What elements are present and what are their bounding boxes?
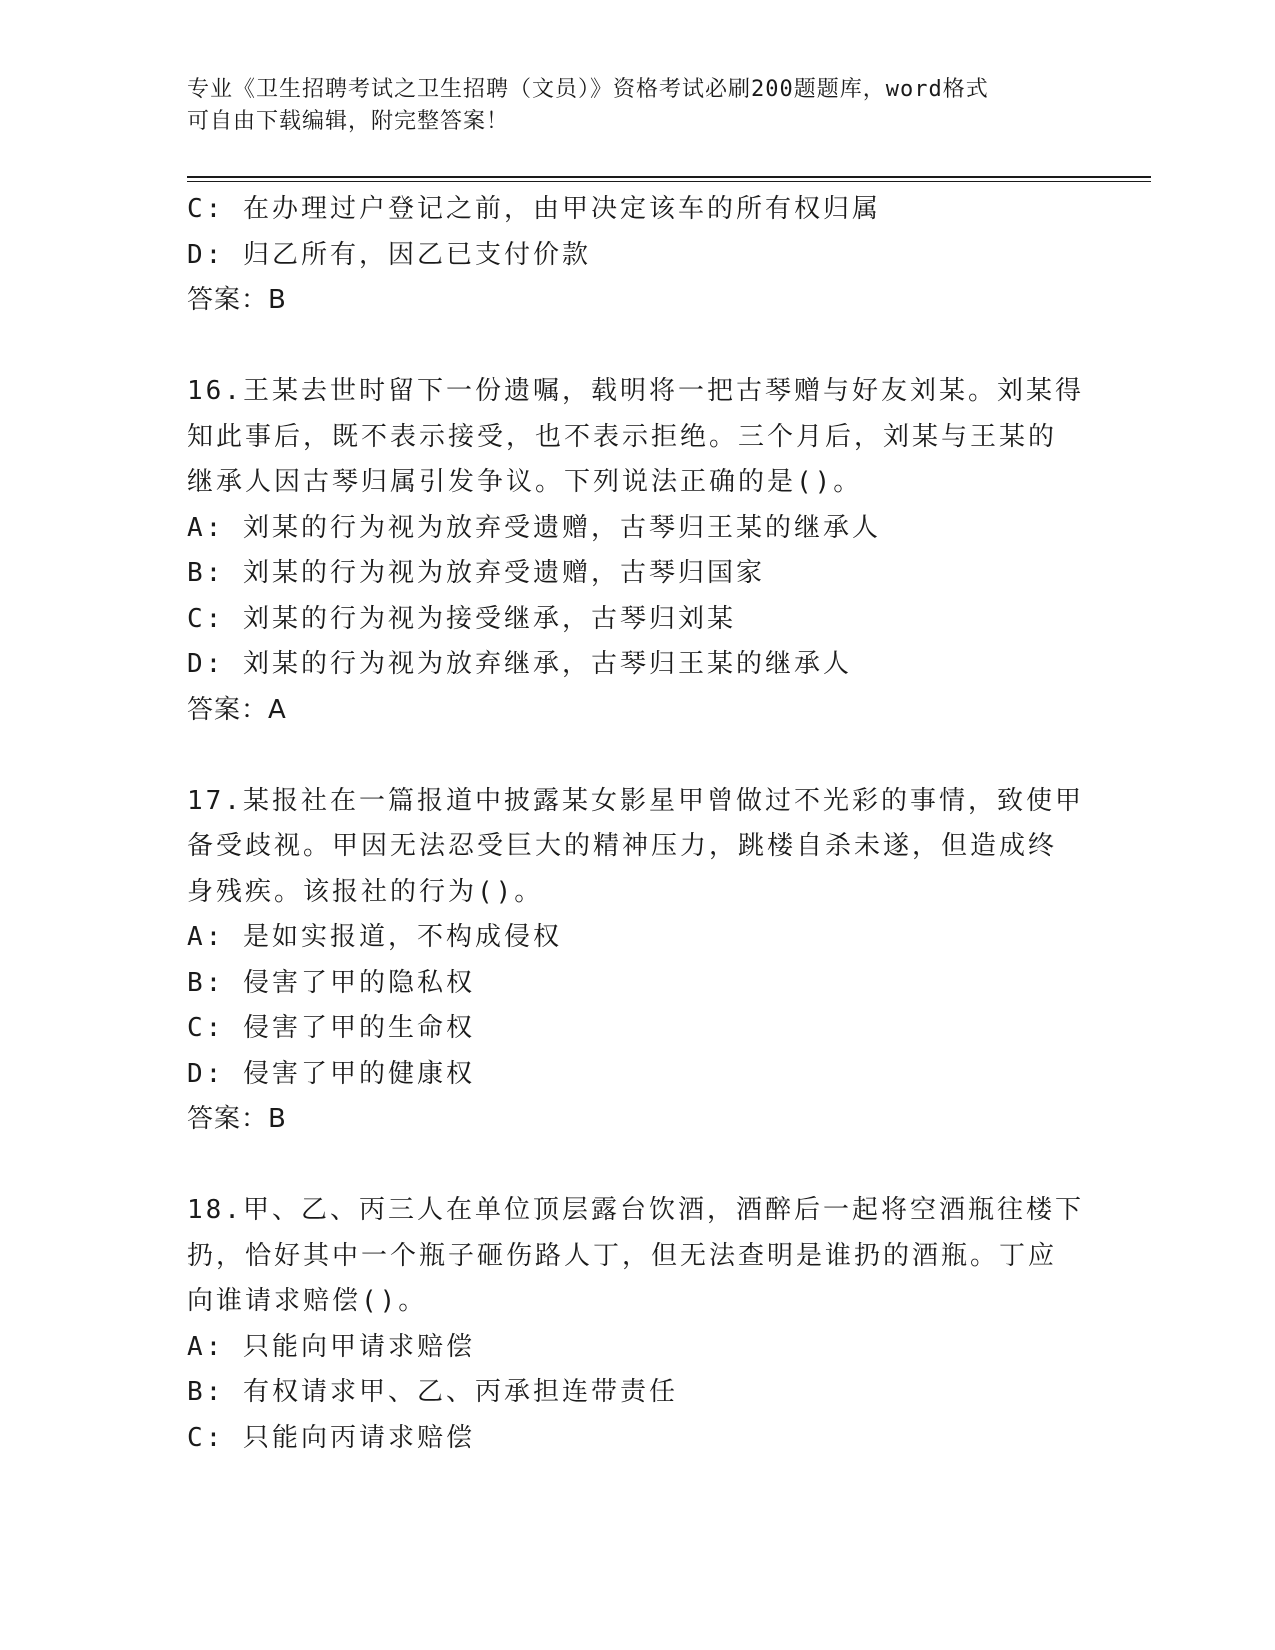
option-b: B: 有权请求甲、乙、丙承担连带责任 bbox=[187, 1377, 678, 1407]
header-title-line-1: 专业《卫生招聘考试之卫生招聘（文员）》资格考试必刷200题题库，word格式 bbox=[187, 77, 989, 102]
header-divider-thick bbox=[187, 176, 1151, 178]
answer-line: 答案：B bbox=[187, 285, 287, 315]
question-16 bbox=[187, 369, 1087, 733]
question-stem-line: 继承人因古琴归属引发争议。下列说法正确的是()。 bbox=[187, 467, 863, 497]
question-stem-line: 18.甲、乙、丙三人在单位顶层露台饮酒，酒醉后一起将空酒瓶往楼下 bbox=[187, 1195, 1084, 1225]
option-b: B: 侵害了甲的隐私权 bbox=[187, 967, 475, 998]
header-divider-thin bbox=[187, 181, 1151, 182]
document-body bbox=[187, 187, 1087, 1461]
option-a: A: 只能向甲请求赔偿 bbox=[187, 1331, 475, 1362]
option-d: D: 归乙所有，因乙已支付价款 bbox=[187, 239, 591, 270]
option-d: D: 刘某的行为视为放弃继承，古琴归王某的继承人 bbox=[187, 649, 852, 679]
question-stem-line: 备受歧视。甲因无法忍受巨大的精神压力，跳楼自杀未遂，但造成终 bbox=[187, 831, 1058, 861]
document-header bbox=[187, 74, 1067, 138]
question-stem-line: 知此事后，既不表示接受，也不表示拒绝。三个月后，刘某与王某的 bbox=[187, 421, 1058, 452]
option-c: C: 在办理过户登记之前，由甲决定该车的所有权归属 bbox=[187, 194, 881, 224]
answer-line: 答案：B bbox=[187, 1104, 287, 1134]
option-a: A: 刘某的行为视为放弃受遗赠，古琴归王某的继承人 bbox=[187, 512, 881, 543]
spacer bbox=[187, 733, 1087, 779]
option-c: C: 刘某的行为视为接受继承，古琴归刘某 bbox=[187, 603, 736, 634]
question-stem-line: 17.某报社在一篇报道中披露某女影星甲曾做过不光彩的事情，致使甲 bbox=[187, 785, 1084, 816]
option-c: C: 只能向丙请求赔偿 bbox=[187, 1422, 475, 1453]
question-18 bbox=[187, 1188, 1087, 1461]
spacer bbox=[187, 1143, 1087, 1189]
question-stem-line: 16.王某去世时留下一份遗嘱，载明将一把古琴赠与好友刘某。刘某得 bbox=[187, 376, 1084, 406]
spacer bbox=[187, 324, 1087, 370]
option-b: B: 刘某的行为视为放弃受遗赠，古琴归国家 bbox=[187, 558, 765, 588]
question-stem-line: 身残疾。该报社的行为()。 bbox=[187, 876, 544, 907]
option-d: D: 侵害了甲的健康权 bbox=[187, 1058, 475, 1089]
answer-line: 答案：A bbox=[187, 694, 287, 725]
question-15-fragment bbox=[187, 187, 1087, 324]
question-stem-line: 向谁请求赔偿()。 bbox=[187, 1286, 428, 1316]
question-17 bbox=[187, 779, 1087, 1143]
header-title-line-2: 可自由下载编辑，附完整答案！ bbox=[187, 109, 510, 134]
option-a: A: 是如实报道，不构成侵权 bbox=[187, 922, 562, 952]
option-c: C: 侵害了甲的生命权 bbox=[187, 1013, 475, 1043]
question-stem-line: 扔，恰好其中一个瓶子砸伤路人丁，但无法查明是谁扔的酒瓶。丁应 bbox=[187, 1240, 1058, 1271]
